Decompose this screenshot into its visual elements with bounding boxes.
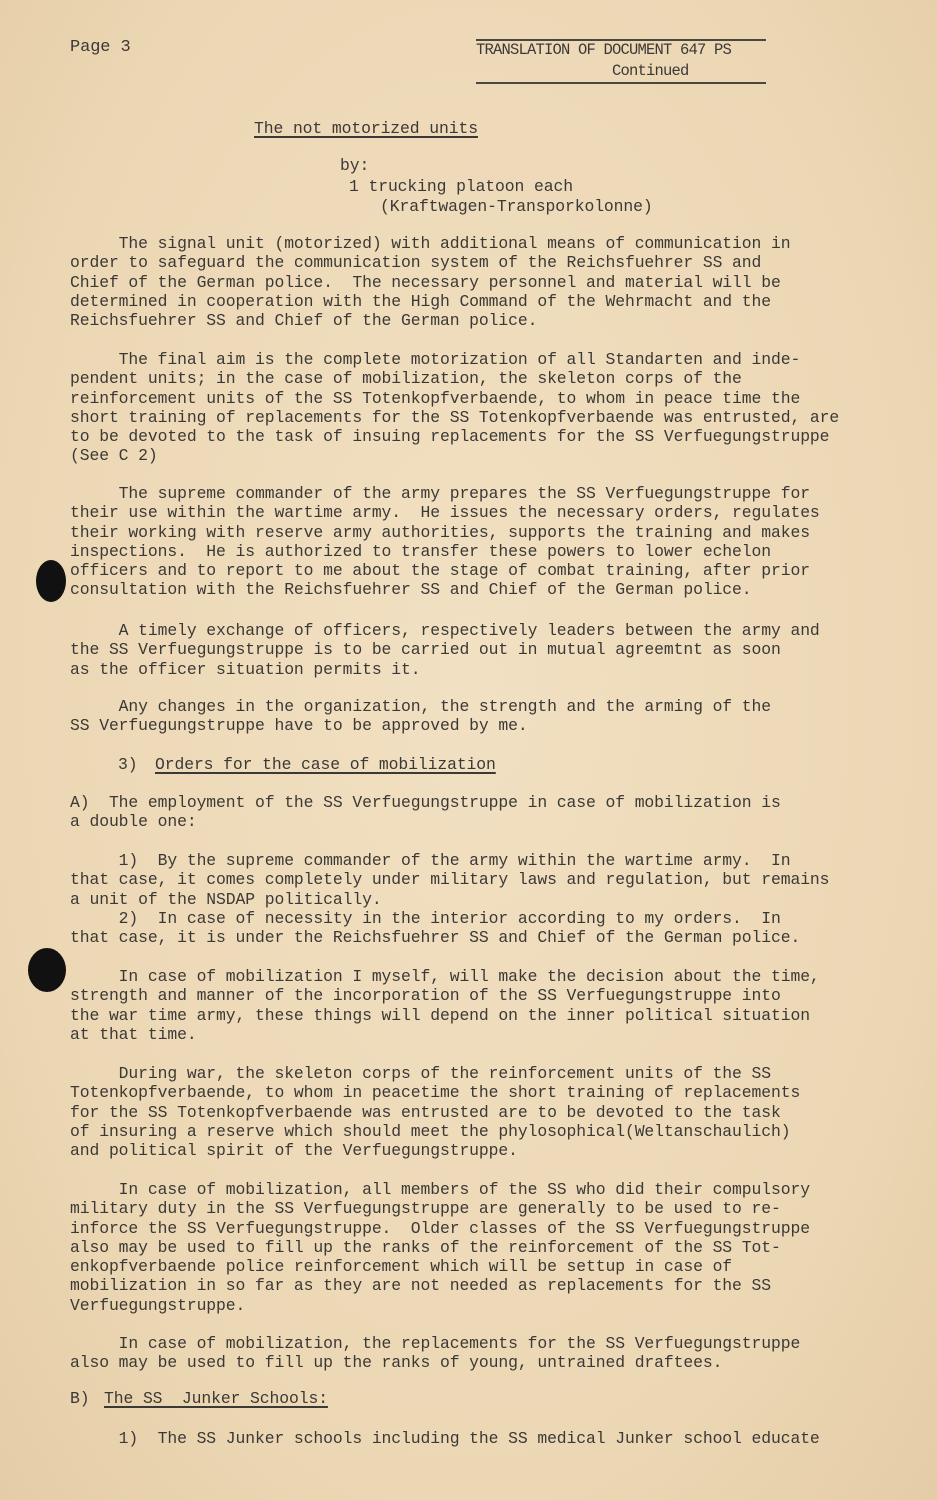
header-rule-bottom [476,82,766,84]
page-label: Page 3 [70,38,131,57]
punch-hole [36,560,66,602]
paragraph: In case of mobilization, the replacements for the SS Verfuegungstruppe also may be used to fill up the ranks of young, untrained draftees. [70,1334,801,1373]
paragraph: 1) The SS Junker schools including the SS medical Junker school educate [70,1429,820,1448]
punch-hole [28,948,66,992]
section-b-label: B) [70,1389,90,1408]
paragraph: In case of mobilization, all members of the SS who did their compulsory military duty in the SS Verfuegungstruppe are generally to be used to re- inforce the SS Verfuegungstruppe. Older classes of the SS Verfuegungstruppe also may be used to fill up the ranks of the reinforcement of the SS Tot- enkopfverbaende police reinforcement which will be settup in case of mobilization in so far as they are not needed as replacements for the SS Verfuegungstruppe. [70,1180,810,1315]
orders-heading-number: 3) [118,755,138,774]
paragraph: During war, the skeleton corps of the reinforcement units of the SS Totenkopfverbaende, to whom in peacetime the short training of replacements for the SS Totenkopfverbaende was entrusted are to be devoted to the task of insuring a reserve which should meet the phylosophical(Weltanschaulich) and political spirit of the Verfuegungstruppe. [70,1064,801,1161]
by-label: by: [340,156,370,175]
paragraph: A timely exchange of officers, respectively leaders between the army and the SS Verfuegungstruppe is to be carried out in mutual agreemtnt as soon as the officer situation permits it. [70,621,820,679]
section-title: The not motorized units [254,119,478,138]
document-title: TRANSLATION OF DOCUMENT 647 PS [476,41,732,59]
paragraph: Any changes in the organization, the strength and the arming of the SS Verfuegungstruppe have to be approved by me. [70,697,771,736]
orders-heading: Orders for the case of mobilization [155,755,496,774]
paragraph: The signal unit (motorized) with additional means of communication in order to safeguard the communication system of the Reichsfuehrer SS and Chief of the German police. The necessary personnel and material will be determined in cooperation with the High Command of the Wehrmacht and the Reichsfuehrer SS and Chief of the German police. [70,234,791,331]
paragraph: A) The employment of the SS Verfuegungstruppe in case of mobilization is a double one: [70,793,781,832]
paragraph: The supreme commander of the army prepares the SS Verfuegungstruppe for their use within the wartime army. He issues the necessary orders, regulates their working with reserve army authorities, supports the training and makes inspections. He is authorized to transfer these powers to lower echelon officers and to report to me about the stage of combat training, after prior consultation with the Reichsfuehrer SS and Chief of the German police. [70,484,820,600]
paragraph: 1) By the supreme commander of the army within the wartime army. In that case, it comes completely under military laws and regulation, but remains a unit of the NSDAP politically. 2) In case of necessity in the interior according to my orders. In that case, it is under the Reichsfuehrer SS and Chief of the German police. [70,851,830,948]
trucking-platoon-german: (Kraftwagen-Transporkolonne) [380,197,653,216]
continued-label: Continued [612,62,689,80]
section-b-title: The SS Junker Schools: [104,1389,328,1408]
trucking-platoon: 1 trucking platoon each [349,177,573,196]
paragraph: The final aim is the complete motorization of all Standarten and inde- pendent units; in the case of mobilization, the skeleton corps of the reinforcement units of the SS Totenkopfverbaende, to whom in peace time the short training of replacements for the SS Totenkopfverbaende was entrusted, are to be devoted to the task of insuing replacements for the SS Verfuegungstruppe (See C 2) [70,350,840,466]
paragraph: In case of mobilization I myself, will make the decision about the time, strength and manner of the incorporation of the SS Verfuegungstruppe into the war time army, these things will depend on the inner political situation at that time. [70,967,820,1044]
header-rule-top [476,39,766,41]
